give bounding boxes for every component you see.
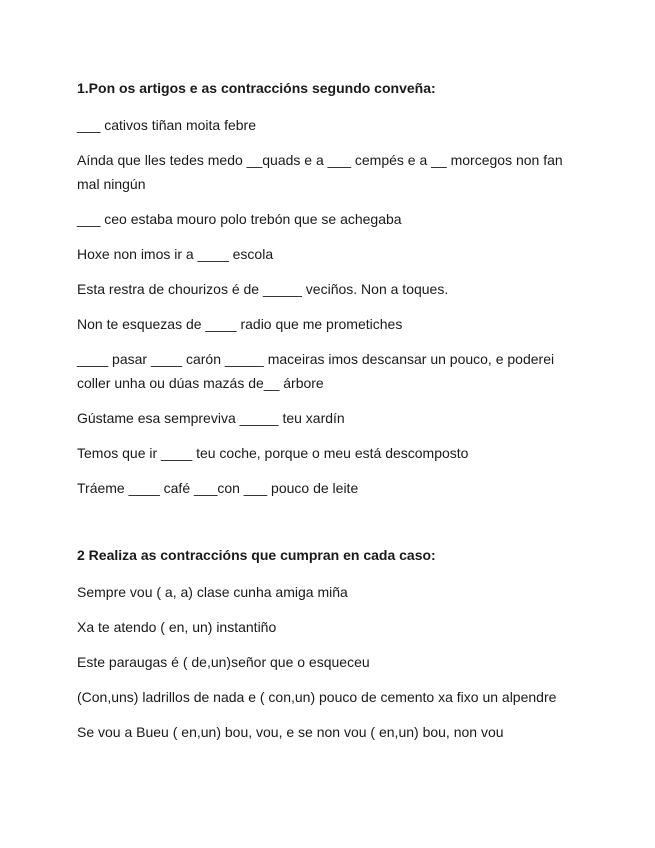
exercise1-item-9: Temos que ir ____ teu coche, porque o meu está descomposto — [77, 445, 469, 461]
exercise1-item-1: ___ cativos tiñan moita febre — [77, 117, 256, 133]
exercise2-item-4: (Con,uns) ladrillos de nada e ( con,un) pouco de cemento xa fixo un alpendre — [77, 689, 557, 705]
exercise1-item-4: Hoxe non imos ir a ____ escola — [77, 246, 274, 262]
exercise1-item-5: Esta restra de chourizos é de _____ veciños. Non a toques. — [77, 281, 449, 297]
exercise2-item-3: Este paraugas é ( de,un)señor que o esqueceu — [77, 654, 370, 670]
document-content — [77, 78, 572, 755]
exercise1-item-3: ___ ceo estaba mouro polo trebón que se achegaba — [77, 211, 402, 227]
section1-heading: 1.Pon os artigos e as contraccións segundo conveña: — [77, 80, 436, 96]
exercise1-item-6: Non te esquezas de ____ radio que me prometiches — [77, 316, 403, 332]
exercise1-item-10: Tráeme ____ café ___con ___ pouco de leite — [77, 480, 359, 496]
exercise1-item-8: Gústame esa sempreviva _____ teu xardín — [77, 410, 345, 426]
exercise1-item-7: ____ pasar ____ carón _____ maceiras imos descansar un pouco, e poderei coller unha ou dúas mazás de__ árbore — [77, 351, 555, 391]
section2-heading: 2 Realiza as contraccións que cumpran en cada caso: — [77, 547, 436, 563]
exercise2-item-5: Se vou a Bueu ( en,un) bou, vou, e se non vou ( en,un) bou, non vou — [77, 724, 504, 740]
exercise2-item-1: Sempre vou ( a, a) clase cunha amiga miña — [77, 584, 348, 600]
exercise1-item-2: Aínda que lles tedes medo __quads e a ___ cempés e a __ morcegos non fan mal ningún — [77, 152, 563, 192]
exercise2-item-2: Xa te atendo ( en, un) instantiño — [77, 619, 277, 635]
section-spacer — [77, 511, 572, 545]
